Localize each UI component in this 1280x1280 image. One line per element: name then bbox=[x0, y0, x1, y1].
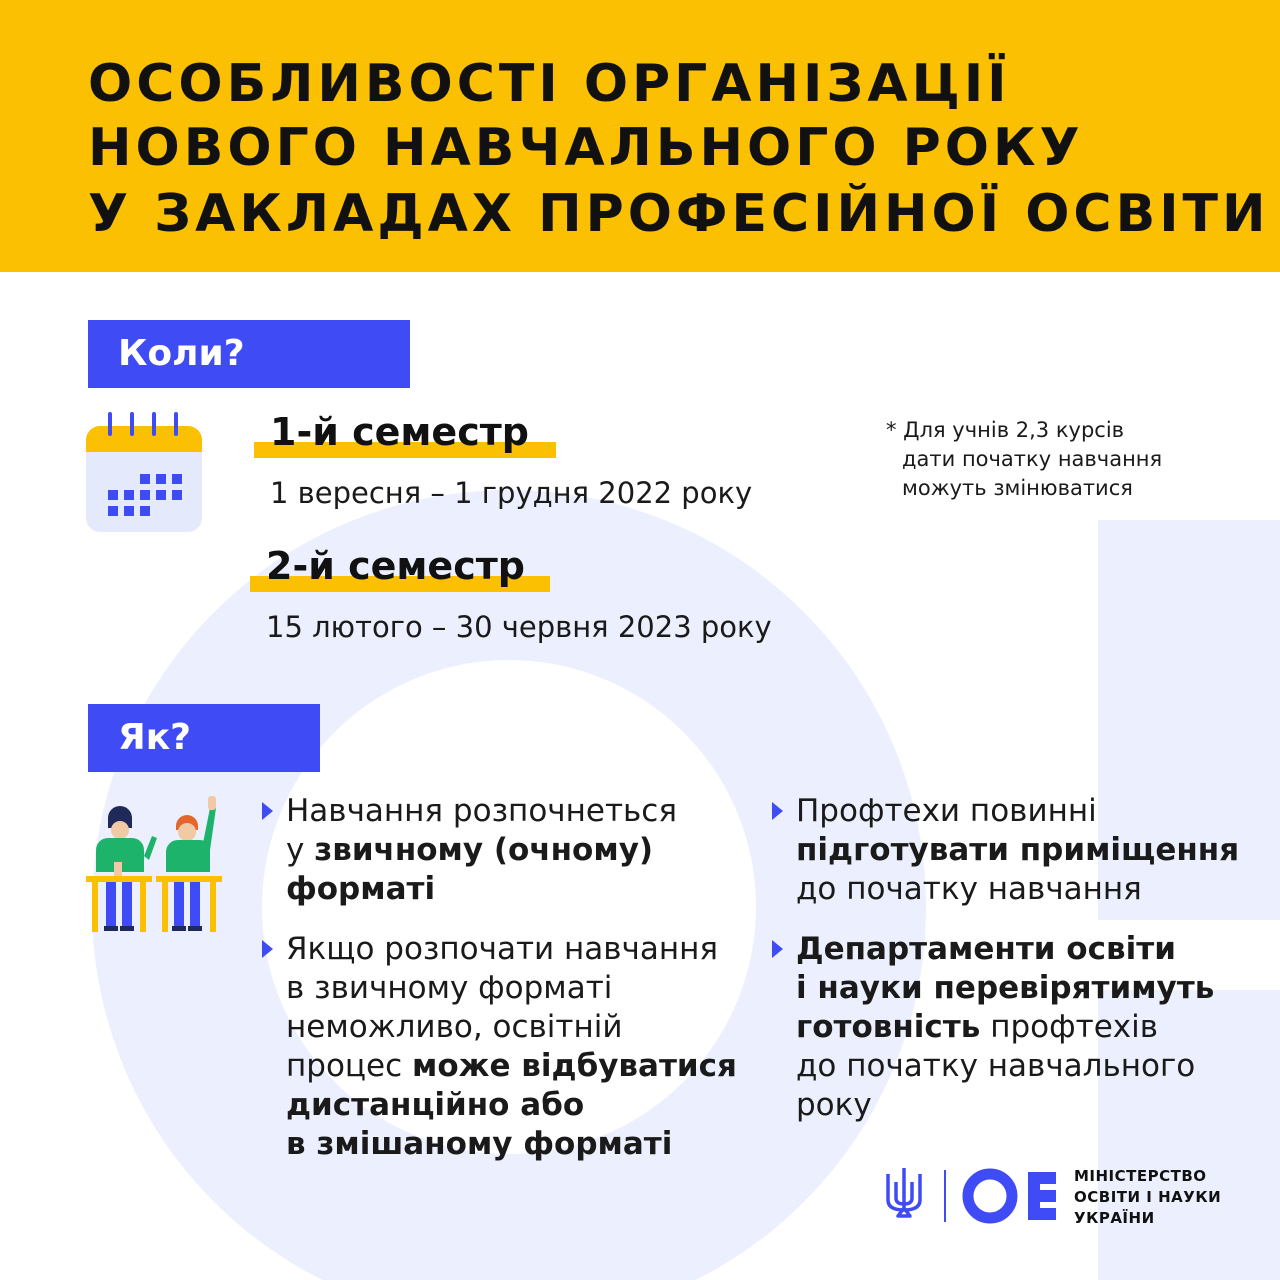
bullet-text: профтехів bbox=[980, 1009, 1159, 1045]
bullet-text-bold: звичному (очному) bbox=[314, 832, 654, 868]
semester-1-title: 1-й семестр bbox=[270, 410, 529, 454]
bullet-text: процес bbox=[286, 1048, 412, 1084]
students-icon bbox=[84, 796, 224, 936]
bullet-arrow-icon bbox=[262, 802, 273, 820]
bullet-text-bold: форматі bbox=[286, 871, 436, 907]
ministry-logo bbox=[884, 1166, 1222, 1227]
bullet-line bbox=[796, 930, 1214, 969]
bullet-arrow-icon bbox=[262, 940, 273, 958]
bullet-distance-format bbox=[286, 930, 737, 1164]
bullet-line bbox=[796, 1008, 1214, 1047]
ministry-name bbox=[1074, 1166, 1221, 1229]
bullet-line bbox=[286, 1008, 737, 1047]
footnote-line: * Для учнів 2,3 курсів bbox=[886, 418, 1125, 442]
ministry-name-line: УКРАЇНИ bbox=[1074, 1209, 1155, 1227]
bullet-text: Навчання розпочнеться bbox=[286, 793, 677, 829]
logo-divider bbox=[944, 1170, 946, 1222]
bullet-departments-check bbox=[796, 930, 1214, 1125]
bullet-text: в звичному форматі bbox=[286, 970, 613, 1006]
calendar-icon bbox=[86, 412, 202, 534]
trident-icon bbox=[884, 1166, 924, 1226]
ministry-name-line: МІНІСТЕРСТВО bbox=[1074, 1167, 1207, 1185]
when-label: Коли? bbox=[88, 320, 410, 388]
bullet-line bbox=[286, 792, 677, 831]
bullet-text-bold: готовність bbox=[796, 1009, 981, 1045]
dates-footnote bbox=[886, 416, 1162, 503]
bullet-line bbox=[796, 969, 1214, 1008]
footnote-line: дати початку навчання bbox=[902, 447, 1163, 471]
bullet-line bbox=[796, 870, 1239, 909]
bullet-line bbox=[286, 930, 737, 969]
bullet-arrow-icon bbox=[772, 802, 783, 820]
bullet-text: року bbox=[796, 1087, 872, 1123]
bullet-text: до початку навчання bbox=[796, 871, 1142, 907]
bullet-line bbox=[796, 831, 1239, 870]
bullet-line bbox=[796, 1086, 1214, 1125]
bullet-text-bold: може відбуватися bbox=[411, 1048, 737, 1084]
bullet-line bbox=[796, 1047, 1214, 1086]
bullet-line bbox=[286, 1047, 737, 1086]
bullet-line bbox=[286, 1125, 737, 1164]
bullet-line bbox=[286, 969, 737, 1008]
bullet-text: у bbox=[286, 832, 315, 868]
title-line-3: У ЗАКЛАДАХ ПРОФЕСІЙНОЇ ОСВІТИ bbox=[88, 184, 1270, 244]
bullet-line bbox=[286, 1086, 737, 1125]
bullet-text: Профтехи повинні bbox=[796, 793, 1097, 829]
semester-2-title: 2-й семестр bbox=[266, 544, 525, 588]
bullet-text-bold: дистанційно або bbox=[286, 1087, 585, 1123]
bullet-text-bold: в змішаному форматі bbox=[286, 1126, 673, 1162]
bullet-line bbox=[286, 831, 677, 870]
semester-1-dates: 1 вересня – 1 грудня 2022 року bbox=[270, 476, 753, 510]
title-line-1: ОСОБЛИВОСТІ ОРГАНІЗАЦІЇ bbox=[88, 54, 1011, 114]
how-label: Як? bbox=[88, 704, 320, 772]
bullet-text-bold: і науки перевірятимуть bbox=[796, 970, 1215, 1006]
bullet-line bbox=[286, 870, 677, 909]
bullet-text-bold: Департаменти освіти bbox=[796, 931, 1176, 967]
bullet-regular-format bbox=[286, 792, 677, 909]
header-banner bbox=[0, 0, 1280, 272]
footnote-line: можуть змінюватися bbox=[902, 476, 1133, 500]
ministry-mark-icon bbox=[962, 1168, 1062, 1224]
bullet-text: Якщо розпочати навчання bbox=[286, 931, 719, 967]
bullet-line bbox=[796, 792, 1239, 831]
bullet-arrow-icon bbox=[772, 940, 783, 958]
bullet-text-bold: підготувати приміщення bbox=[796, 832, 1240, 868]
ministry-name-line: ОСВІТИ І НАУКИ bbox=[1074, 1188, 1222, 1206]
title-line-2: НОВОГО НАВЧАЛЬНОГО РОКУ bbox=[88, 118, 1084, 178]
semester-2-dates: 15 лютого – 30 червня 2023 року bbox=[266, 610, 772, 644]
bullet-text: до початку навчального bbox=[796, 1048, 1196, 1084]
bullet-prepare-premises bbox=[796, 792, 1239, 909]
bullet-text: неможливо, освітній bbox=[286, 1009, 623, 1045]
